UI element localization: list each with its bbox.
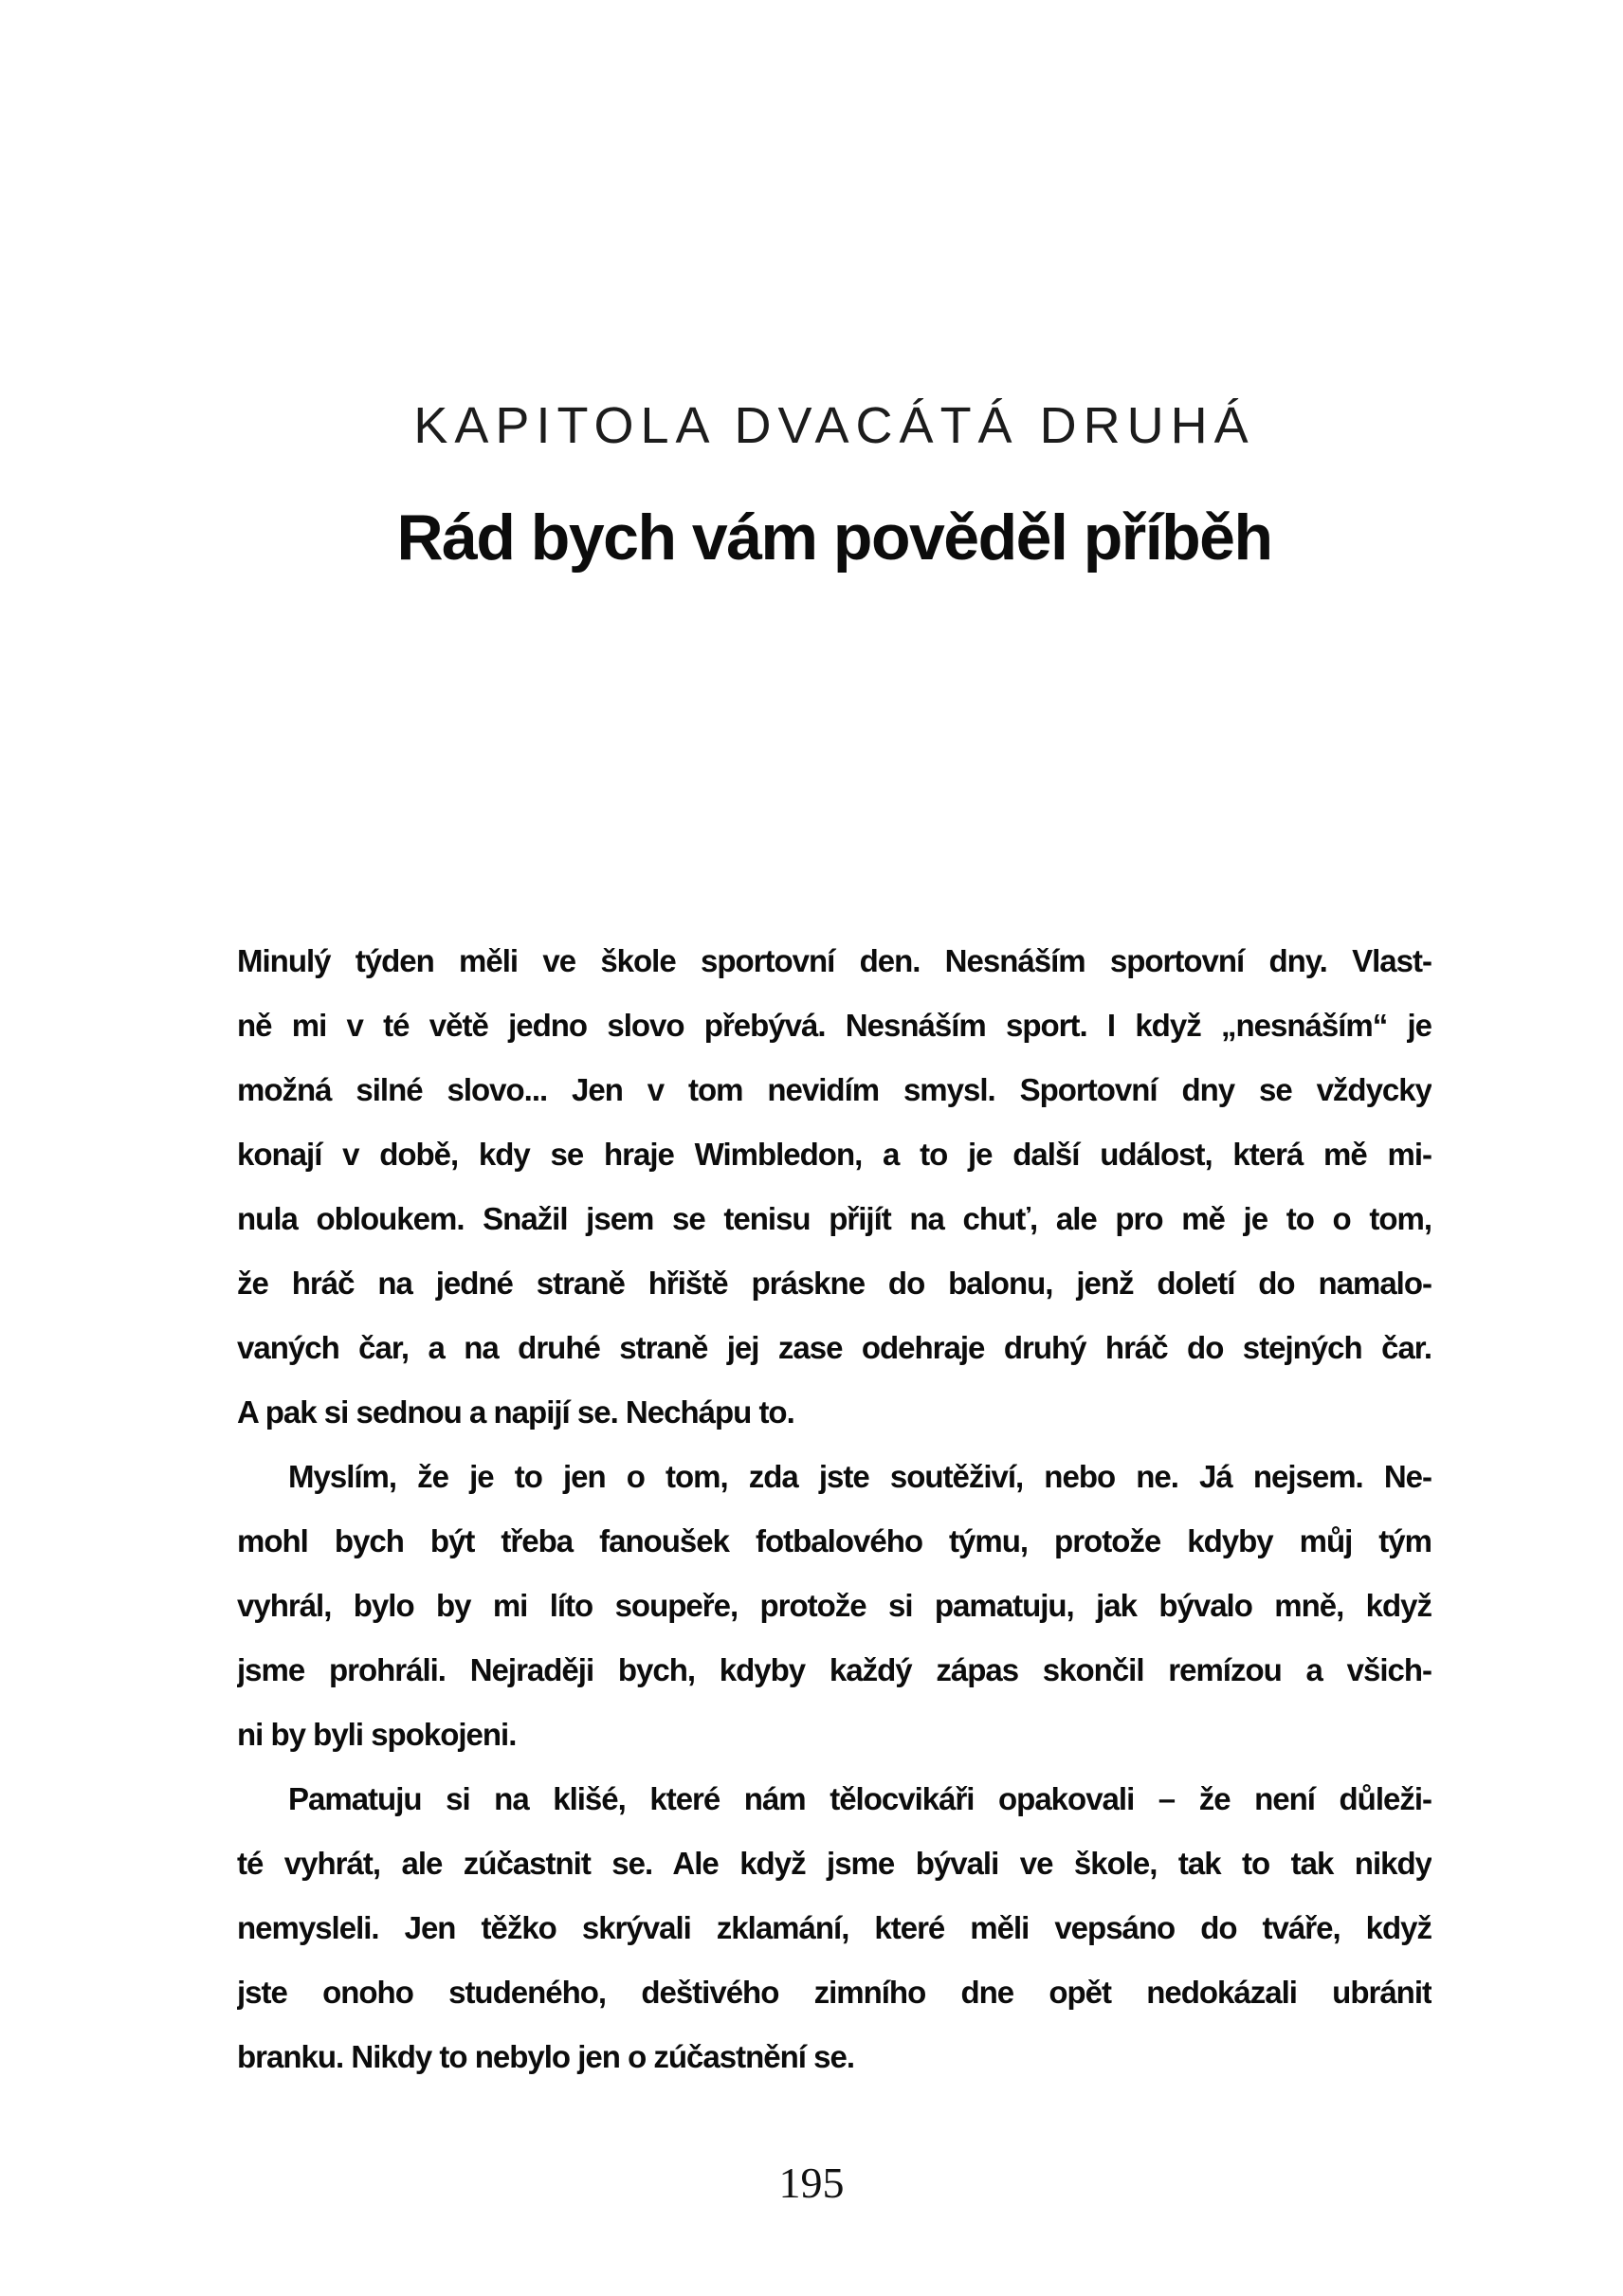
text-line: ni by byli spokojeni. xyxy=(237,1717,517,1752)
text-line: jsme prohráli. Nejraději bych, kdyby každý zápas skončil remízou a všich- xyxy=(237,1652,1432,1687)
text-line: Pamatuju si na klišé, které nám tělocvikáři opakovali – že není důleži- xyxy=(288,1781,1432,1816)
text-line: Myslím, že je to jen o tom, zda jste soutěživí, nebo ne. Já nejsem. Ne- xyxy=(288,1459,1432,1494)
text-line: ně mi v té větě jedno slovo přebývá. Nesnáším sport. I když „nesnáším“ je xyxy=(237,1008,1432,1043)
page-number: 195 xyxy=(778,2159,845,2207)
text-line: A pak si sednou a napijí se. Nechápu to. xyxy=(237,1394,794,1430)
chapter-label: KAPITOLA DVACÁTÁ DRUHÁ xyxy=(413,397,1255,454)
text-line: branku. Nikdy to nebylo jen o zúčastnění se. xyxy=(237,2039,854,2074)
body-text xyxy=(237,929,1432,2089)
text-line: nemysleli. Jen těžko skrývali zklamání, které měli vepsáno do tváře, když xyxy=(237,1910,1432,1945)
text-line: té vyhrát, ale zúčastnit se. Ale když jsme bývali ve škole, tak to tak nikdy xyxy=(237,1846,1432,1881)
text-line: jste onoho studeného, deštivého zimního dne opět nedokázali ubránit xyxy=(237,1975,1432,2010)
text-line: konají v době, kdy se hraje Wimbledon, a to je další událost, která mě mi- xyxy=(237,1137,1432,1172)
text-line: mohl bych být třeba fanoušek fotbalového týmu, protože kdyby můj tým xyxy=(237,1523,1432,1558)
text-line: že hráč na jedné straně hřiště práskne do balonu, jenž doletí do namalo- xyxy=(237,1266,1432,1301)
text-line: Minulý týden měli ve škole sportovní den. Nesnáším sportovní dny. Vlast- xyxy=(237,943,1432,978)
text-line: vyhrál, bylo by mi líto soupeře, protože si pamatuju, jak bývalo mně, když xyxy=(237,1588,1432,1623)
text-line: možná silné slovo... Jen v tom nevidím smysl. Sportovní dny se vždycky xyxy=(237,1072,1432,1107)
text-line: vaných čar, a na druhé straně jej zase odehraje druhý hráč do stejných čar. xyxy=(237,1330,1432,1365)
chapter-title: Rád bych vám pověděl příběh xyxy=(396,501,1272,574)
text-line: nula obloukem. Snažil jsem se tenisu přijít na chuť, ale pro mě je to o tom, xyxy=(237,1201,1432,1236)
